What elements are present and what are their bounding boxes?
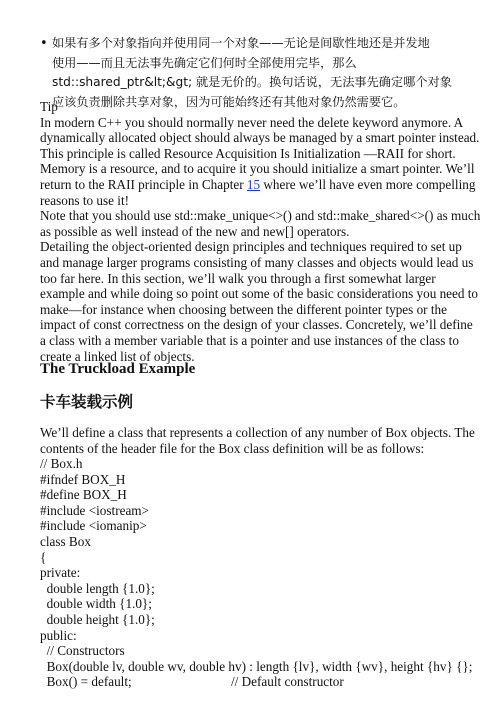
code-line: private:: [40, 565, 81, 581]
code-line: #include <iostream>: [40, 502, 149, 518]
paragraph-line: and manage larger programs consisting of many classes and objects would lead us: [40, 254, 474, 270]
paragraph-line: contents of the header file for the Box class definition will be as follows:: [40, 440, 425, 456]
paragraph-line: make—for instance when choosing between the different pointer types or the: [40, 301, 447, 317]
bullet-line: 使用——而且无法事先确定它们何时全部使用完毕，那么: [52, 55, 357, 70]
body-text: [40, 99, 481, 364]
code-line: double length {1.0};: [40, 580, 155, 596]
code-line: // Constructors: [40, 643, 125, 659]
tip-label: Tip: [40, 99, 58, 114]
chapter-15-link[interactable]: 15: [246, 176, 261, 192]
code-line: double height {1.0};: [40, 611, 155, 627]
code-line: {: [40, 549, 47, 565]
section-heading-cn: 卡车装载示例: [40, 393, 134, 411]
bullet-line: 如果有多个对象指向并使用同一个对象——无论是间歇性地还是并发地: [52, 36, 430, 50]
bullet-line: std::shared_ptr&lt;&gt; 就是无价的。换句话说，无法事先确定哪个对象: [52, 75, 452, 89]
code-line: double width {1.0};: [40, 596, 152, 612]
section-heading-en: The Truckload Example: [40, 361, 196, 377]
note-line: Note that you should use std::make_unique<>() and std::make_shared<>() as much: [40, 208, 481, 224]
intro-paragraph: [40, 425, 475, 456]
code-line: public:: [40, 627, 77, 643]
paragraph-line: impact of const correctness on the design of your classes. Concretely, we’ll define: [40, 317, 473, 333]
code-line: #include <iomanip>: [40, 518, 147, 534]
code-line: [40, 674, 480, 690]
code-line: // Box.h: [40, 456, 83, 471]
bullet-line: 应该负责删除共享对象，因为可能始终还有其他对象仍然需要它。: [52, 94, 406, 109]
code-listing: [40, 456, 480, 690]
tip-line: Memory is a resource, and to acquire it you should initialize a smart pointer. We’ll: [40, 161, 475, 177]
paragraph-line: We’ll define a class that represents a collection of any number of Box objects. The: [40, 425, 475, 440]
code-statement: Box() = default;: [40, 674, 132, 690]
tip-chapter-line: [40, 176, 476, 193]
tip-chapter-text: where we’ll have even more compelling: [260, 176, 476, 192]
bullet-dot-icon: •: [40, 36, 48, 51]
paragraph-line: Detailing the object-oriented design principles and techniques required to set up: [40, 239, 462, 255]
code-comment: // Default constructor: [231, 674, 344, 690]
paragraph-line: a class with a member variable that is a pointer and use instances of the class to: [40, 332, 459, 348]
tip-line: This principle is called Resource Acquisition Is Initialization —RAII for short.: [40, 145, 456, 161]
tip-chapter-text: return to the RAII principle in Chapter: [40, 176, 247, 192]
code-line: class Box: [40, 533, 91, 549]
code-line: #ifndef BOX_H: [40, 471, 126, 487]
tip-line: In modern C++ you should normally never need the delete keyword anymore. A: [40, 114, 464, 130]
code-line: #define BOX_H: [40, 487, 127, 503]
paragraph-line: too far here. In this section, we’ll walk you through a first somewhat larger: [40, 270, 436, 286]
tip-line: dynamically allocated object should always be managed by a smart pointer instead.: [40, 130, 480, 146]
paragraph-line: example and while doing so point out some of the basic considerations you need to: [40, 286, 479, 302]
note-line: as possible as well instead of the new and new[] operators.: [40, 223, 350, 239]
tip-line: reasons to use it!: [40, 192, 129, 208]
paragraph-line: create a linked list of objects.: [40, 348, 195, 364]
code-line: Box(double lv, double wv, double hv) : length {lv}, width {wv}, height {hv} {};: [40, 658, 473, 674]
